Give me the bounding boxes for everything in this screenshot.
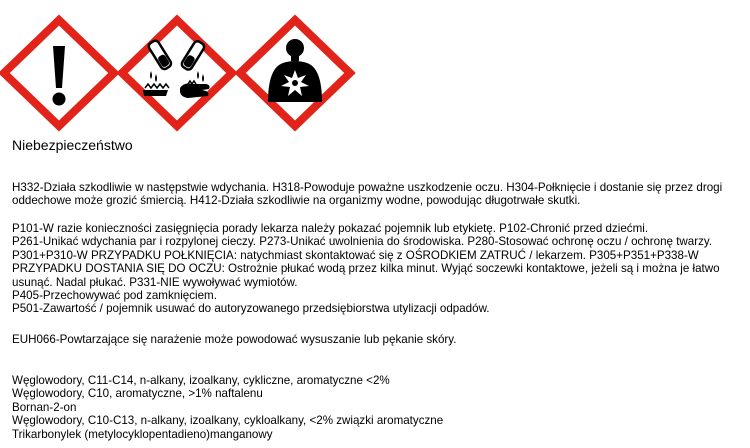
precautionary-statement-line: P261-Unikać wdychania par i rozpylonej cieczy. P273-Unikać uwolnienia do środowiska. P280-Stosować ochronę oczu / ochronę twarzy. <box>12 235 713 249</box>
euh-statement <box>12 333 748 346</box>
ingredient-line: Bornan-2-on <box>12 400 77 414</box>
precautionary-statement-line: P301+P310-W PRZYPADKU POŁKNIĘCIA: natychmiast skontaktować się z OŚRODKIEM ZATRUĆ / lekarzem. P305+P351+P338-W <box>12 248 699 262</box>
hazardous-ingredients <box>12 374 748 441</box>
precautionary-statement-line: usunąć. Nadal płukać. P331-NIE wywoływać wymiotów. <box>12 275 298 289</box>
precautionary-statement-line: P501-Zawartość / pojemnik usuwać do autoryzowanego przedsiębiorstwa utylizacji odpadów. <box>12 302 490 316</box>
signal-word: Niebezpieczeństwo <box>12 137 133 153</box>
precautionary-statement-line: P405-Przechowywać pod zamknięciem. <box>12 289 217 303</box>
exclamation-icon <box>0 18 118 128</box>
hazard-statement-line: oddechowe może grozić śmiercią. H412-Działa szkodliwie na organizmy wodne, powodując długotrwałe skutki. <box>12 194 581 208</box>
precautionary-statement-line: P101-W razie konieczności zasięgnięcia porady lekarza należy pokazać pojemnik lub etykietę. P102-Chronić przed dziećmi. <box>12 222 649 235</box>
hazard-statement-line: H332-Działa szkodliwie w następstwie wdychania. H318-Powoduje poważne uszkodzenie oczu. H304-Połknięcie i dostanie się przez drogi <box>12 181 723 194</box>
ghs-pictograms <box>0 18 354 128</box>
ingredient-line: Węglowodory, C10-C13, n-alkany, izoalkany, cykloalkany, <2% związki aromatyczne <box>12 414 444 428</box>
ingredient-line: Trikarbonylek (metylocyklopentadieno)manganowy <box>12 427 273 441</box>
corrosion-icon <box>118 18 236 128</box>
euh-statement-line: EUH066-Powtarzające się narażenie może powodować wysuszanie lub pękanie skóry. <box>12 333 457 346</box>
precautionary-statements <box>12 222 748 316</box>
hazard-statements <box>12 181 748 208</box>
health-hazard-icon <box>236 18 354 128</box>
ingredient-line: Węglowodory, C10, aromatyczne, >1% naftalenu <box>12 387 263 401</box>
precautionary-statement-line: PRZYPADKU DOSTANIA SIĘ DO OCZU: Ostrożnie płukać wodą przez kilka minut. Wyjąć soczewki kontaktowe, jeżeli są i można je łatwo <box>12 262 720 276</box>
ingredient-line: Węglowodory, C11-C14, n-alkany, izoalkany, cykliczne, aromatyczne <2% <box>12 374 390 387</box>
